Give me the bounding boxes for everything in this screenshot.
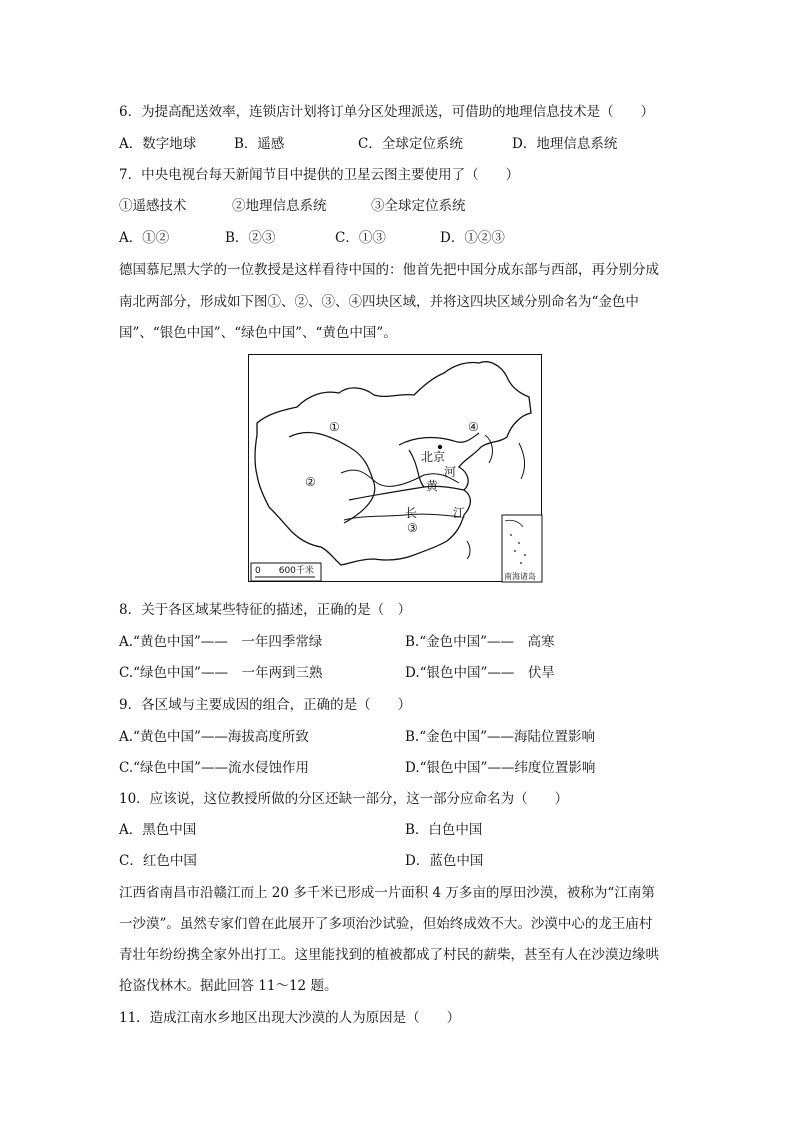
passage1-line-3: 国”、“银色中国”、“绿色中国”、“黄色中国”。: [119, 325, 397, 341]
q8-option-d: D.“银色中国”—— 伏旱: [405, 665, 555, 681]
q10-option-c: C．红色中国: [119, 853, 197, 869]
q7-item-2: ②地理信息系统: [232, 198, 327, 214]
yangtze-label-2: 江: [453, 506, 466, 520]
beijing-dot: [438, 445, 442, 449]
q9-option-d: D.“银色中国”——纬度位置影响: [405, 760, 596, 776]
yellow-river-line: [341, 470, 459, 486]
q9-option-b: B.“金色中国”——海陆位置影响: [405, 729, 596, 745]
divider-north-south: [349, 486, 464, 500]
scale-bar-label: 0 600千米: [255, 566, 314, 576]
q7-option-b: B．②③: [225, 230, 276, 246]
q9-option-a: A.“黄色中国”——海拔高度所致: [119, 729, 309, 745]
yellow-river-label-2: 河: [444, 465, 457, 479]
divider-northeast: [399, 433, 479, 445]
q7-item-3: ③全球定位系统: [371, 198, 466, 214]
q6-option-c: C．全球定位系统: [358, 136, 463, 152]
yangtze-label-1: 长: [405, 506, 418, 520]
q8-option-c: C.“绿色中国”—— 一年两到三熟: [119, 665, 323, 681]
q6-stem: 6．为提高配送效率，连锁店计划将订单分区处理派送，可借助的地理信息技术是（ ）: [119, 104, 655, 120]
q11-stem: 11．造成江南水乡地区出现大沙漠的人为原因是（ ）: [119, 1010, 461, 1026]
q8-stem: 8．关于各区域某些特征的描述，正确的是（ ）: [119, 602, 412, 618]
q9-option-c: C.“绿色中国”——流水侵蚀作用: [119, 760, 309, 776]
taiwan-outline: [467, 541, 470, 559]
q6-option-a: A．数字地球: [119, 136, 197, 152]
q8-option-b: B.“金色中国”—— 高寒: [405, 634, 555, 650]
q7-item-1: ①遥感技术: [119, 198, 187, 214]
china-map-drawing: [249, 355, 543, 583]
q8-option-a: A.“黄色中国”—— 一年四季常绿: [119, 634, 323, 650]
passage2-line-1: 江西省南昌市沿赣江而上 20 多千米已形成一片面积 4 万多亩的厚田沙漠，被称为“江南第: [119, 885, 655, 901]
q7-option-d: D．①②③: [440, 230, 505, 246]
region-4-label: ④: [468, 420, 479, 434]
q9-stem: 9．各区域与主要成因的组合，正确的是（ ）: [119, 697, 412, 713]
q10-stem: 10．应该说，这位教授所做的分区还缺一部分，这一部分应命名为（ ）: [119, 791, 569, 807]
q10-option-d: D．蓝色中国: [405, 853, 484, 869]
yangtze-river-line: [344, 514, 461, 520]
q6-option-d: D．地理信息系统: [512, 136, 618, 152]
passage2-line-4: 抢盗伐林木。据此回答 11～12 题。: [119, 978, 338, 994]
passage1-line-2: 南北两部分，形成如下图①、②、③、④四块区域，并将这四块区域分别命名为“金色中: [119, 294, 639, 310]
beijing-label: 北京: [421, 450, 446, 464]
region-3-label: ③: [407, 521, 418, 535]
q6-option-b: B．遥感: [234, 136, 285, 152]
divider-east-west: [289, 432, 375, 523]
japan-outline: [519, 443, 525, 479]
korea-outline: [485, 435, 492, 463]
region-2-label: ②: [305, 475, 316, 489]
yellow-river-label-1: 黄: [426, 479, 439, 493]
q10-option-b: B．白色中国: [405, 822, 483, 838]
region-1-label: ①: [329, 420, 340, 434]
passage1-line-1: 德国慕尼黑大学的一位教授是这样看待中国的：他首先把中国分成东部与西部，再分别分成: [119, 262, 659, 278]
china-outline: [255, 362, 531, 565]
inset-label: 南海诸岛: [504, 572, 536, 581]
passage2-line-2: 一沙漠”。虽然专家们曾在此展开了多项治沙试验，但始终成效不大。沙漠中心的龙王庙村: [119, 916, 653, 932]
q7-option-c: C．①③: [335, 230, 386, 246]
q10-option-a: A．黑色中国: [119, 822, 197, 838]
china-region-map: [248, 354, 542, 582]
q7-stem: 7．中央电视台每天新闻节目中提供的卫星云图主要使用了（ ）: [119, 167, 520, 183]
passage2-line-3: 青壮年纷纷携全家外出打工。这里能找到的植被都成了村民的薪柴，甚至有人在沙漠边缘哄: [119, 947, 659, 963]
q7-option-a: A．①②: [119, 230, 170, 246]
